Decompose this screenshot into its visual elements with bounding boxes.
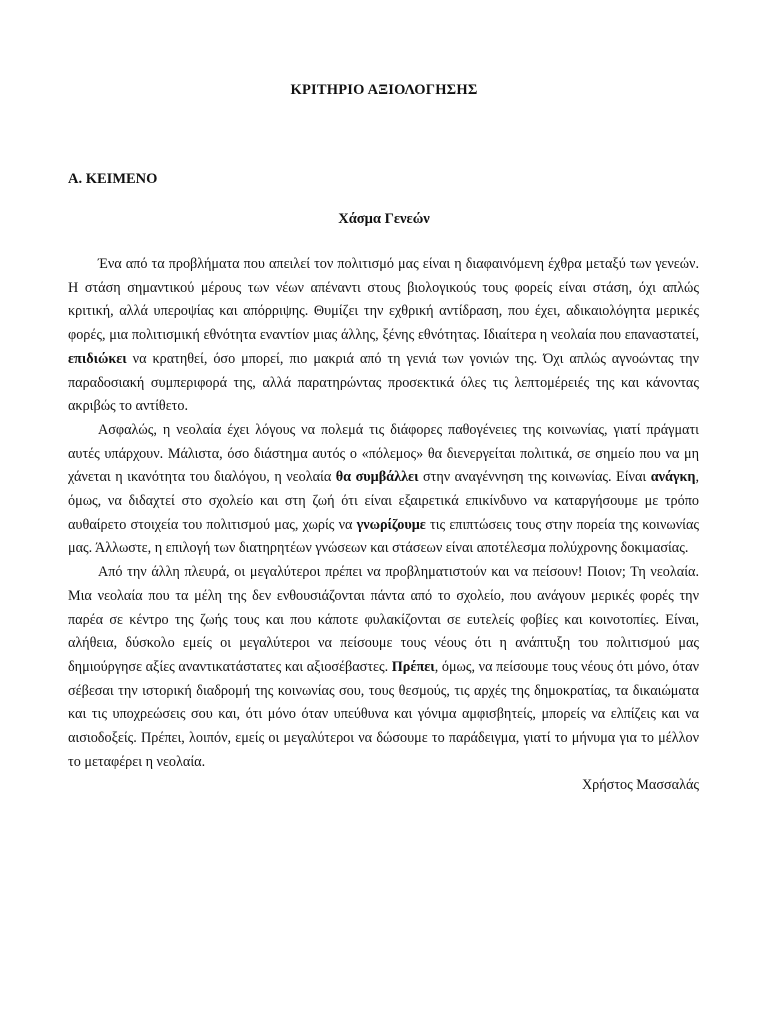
paragraph-text: τις επιπτώσεις τους στην πορεία της κοινωνίας μας. Άλλωστε, η επιλογή των διατηρητέων γνώσεων και στάσεων είναι αποτέλεσμα πολύχρονης δοκιμασίας. bbox=[68, 516, 699, 557]
paragraph-text: να κρατηθεί, όσο μπορεί, πιο μακριά από τη γενιά των γονιών της. Όχι απλώς αγνοώντας την παραδοσιακή συμπεριφορά της, αλλά παρατηρώντας προσεκτικά όλες τις λεπτομέρειές της και κάνοντας ακριβώς το αντίθετο. bbox=[68, 350, 699, 415]
paragraph-text: Από την άλλη πλευρά, οι μεγαλύτεροι πρέπει να προβληματιστούν και να πείσουν! Ποιον; Τη νεολαία. Μια νεολαία που τα μέλη της δεν ενθουσιάζονται πάντα από το σχολείο, που ανάγουν μερικές φορές την παρέα σε κέντρο της ζωής τους και που κάποτε φυλακίζονται σε ευτελείς φοβίες και κοινοτοπίες. Είναι, αλήθεια, δύσκολο εμείς οι μεγαλύτεροι να πείσουμε τους νέους ότι η ανάπτυξη του πολιτισμού μας δημιούργησε αξίες αναντικατάστατες και αξιοσέβαστες. bbox=[68, 564, 699, 675]
paragraph-text: , όμως, να διδαχτεί στο σχολείο και στη ζωή ότι είναι εξαιρετικά επικίνδυνο να καταργήσουμε με τρόπο αυθαίρετο στοιχεία του πολιτισμού μας, χωρίς να bbox=[68, 469, 699, 533]
author-name: Χρήστος Μασσαλάς bbox=[581, 777, 699, 794]
section-label: Α. ΚΕΙΜΕΝΟ bbox=[68, 171, 158, 187]
paragraph-text: , όμως, να πείσουμε τους νέους ότι μόνο, όταν σέβεσαι την ιστορική διαδρομή της κοινωνίας σου, τους θεσμούς, τις αρχές της δημοκρατίας, τα δικαιώματα και τις υποχρεώσεις σου και, ότι μόνο όταν υπεύθυνα και γόνιμα αμφισβητείς, μπορείς να ελπίζεις και να αισιοδοξείς. Πρέπει, λοιπόν, εμείς οι μεγαλύτεροι να δώσουμε το παράδειγμα, γιατί το μήνυμα για το μέλλον το μεταφέρει η νεολαία. bbox=[68, 658, 699, 770]
bold-word: ανάγκη bbox=[650, 469, 696, 486]
bold-word: επιδιώκει bbox=[68, 350, 127, 367]
bold-word: γνωρίζουμε bbox=[356, 516, 426, 533]
paragraph-text: στην αναγέννηση της κοινωνίας. Είναι bbox=[418, 469, 651, 486]
bold-word: Πρέπει bbox=[391, 658, 435, 675]
bold-word: θα συμβάλλει bbox=[335, 469, 419, 486]
paragraph bbox=[68, 561, 699, 774]
document-title: ΚΡΙΤΗΡΙΟ ΑΞΙΟΛΟΓΗΣΗΣ bbox=[290, 82, 478, 98]
paragraph-text: Ασφαλώς, η νεολαία έχει λόγους να πολεμά τις διάφορες παθογένειες της κοινωνίας, γιατί πράγματι αυτές υπάρχουν. Μάλιστα, όσο διάστημα αυτός ο «πόλεμος» θα διενεργείται πολιτικά, σε σημείο που να μη χάνεται η ικανότητα του διαλόγου, η νεολαία bbox=[68, 421, 699, 486]
paragraph bbox=[68, 419, 699, 561]
paragraph bbox=[68, 253, 699, 419]
article-body bbox=[68, 253, 699, 798]
text-heading: Χάσμα Γενεών bbox=[338, 211, 430, 227]
paragraph-text: Ένα από τα προβλήματα που απειλεί τον πολιτισμό μας είναι η διαφαινόμενη έχθρα μεταξύ των γενεών. Η στάση σημαντικού μέρους των νέων απέναντι στους βιολογικούς τους φορείς είναι στάση, όχι απλώς κριτική, αλλά υπεροψίας και απόρριψης. Θυμίζει την εχθρική αντίδραση, που έχει, αδικαιολόγητα μερικές φορές, μια πολιτισμική εθνότητα εναντίον μιας άλλης, ξένης εθνότητας. Ιδιαίτερα η νεολαία που επαναστατεί, bbox=[68, 256, 699, 344]
